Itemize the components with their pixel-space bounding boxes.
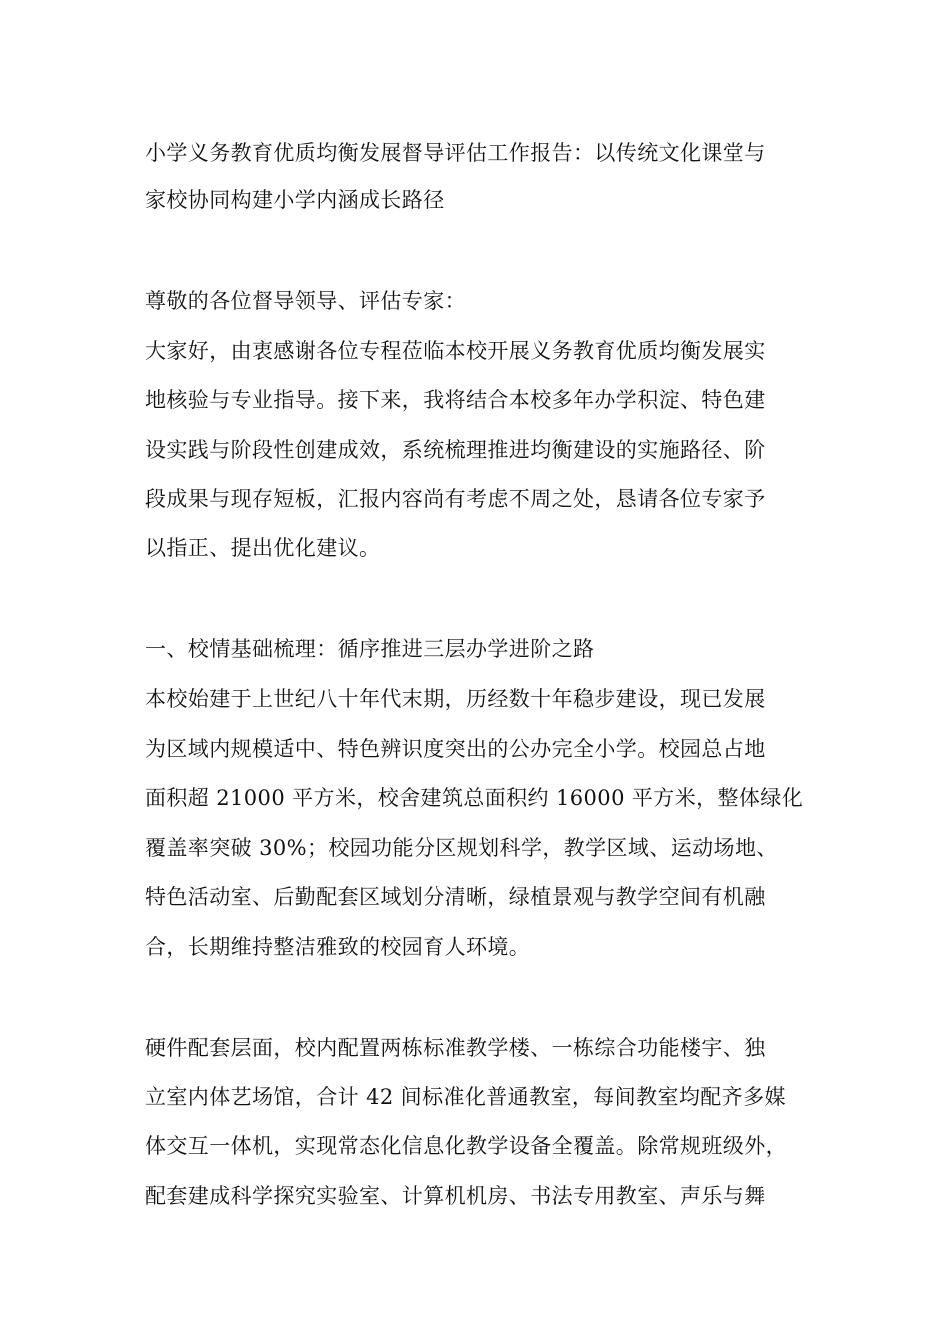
para2-line-2: 立室内体艺场馆，合计 42 间标准化普通教室，每间教室均配齐多媒: [145, 1085, 786, 1109]
para2-line-1: 硬件配套层面，校内配置两栋标准教学楼、一栋综合功能楼宇、独: [145, 1036, 766, 1060]
intro-line-3: 设实践与阶段性创建成效，系统梳理推进均衡建设的实施路径、阶: [145, 438, 766, 462]
title-line-1: 小学义务教育优质均衡发展督导评估工作报告：以传统文化课堂与: [145, 141, 766, 165]
para2-line-3: 体交互一体机，实现常态化信息化教学设备全覆盖。除常规班级外，: [145, 1134, 787, 1158]
para1-line-4: 覆盖率突破 30%；校园功能分区规划科学，教学区域、运动场地、: [145, 836, 778, 860]
intro-line-4: 段成果与现存短板，汇报内容尚有考虑不周之处，恳请各位专家予: [145, 487, 766, 511]
para2-line-4: 配套建成科学探究实验室、计算机机房、书法专用教室、声乐与舞: [145, 1184, 766, 1208]
section-heading: 一、校情基础梳理：循序推进三层办学进阶之路: [145, 637, 595, 661]
intro-line-2: 地核验与专业指导。接下来，我将结合本校多年办学积淀、特色建: [145, 388, 766, 412]
greeting: 尊敬的各位督导领导、评估专家：: [145, 289, 466, 313]
intro-line-5: 以指正、提出优化建议。: [145, 536, 381, 560]
title-line-2: 家校协同构建小学内涵成长路径: [145, 188, 445, 212]
para1-line-1: 本校始建于上世纪八十年代末期，历经数十年稳步建设，现已发展: [145, 687, 766, 711]
para1-line-3: 面积超 21000 平方米，校舍建筑总面积约 16000 平方米，整体绿化: [145, 786, 804, 810]
para1-line-5: 特色活动室、后勤配套区域划分清晰，绿植景观与教学空间有机融: [145, 885, 766, 909]
para1-line-6: 合，长期维持整洁雅致的校园育人环境。: [145, 935, 531, 959]
para1-line-2: 为区域内规模适中、特色辨识度突出的公办完全小学。校园总占地: [145, 737, 766, 761]
intro-line-1: 大家好，由衷感谢各位专程莅临本校开展义务教育优质均衡发展实: [145, 339, 766, 363]
